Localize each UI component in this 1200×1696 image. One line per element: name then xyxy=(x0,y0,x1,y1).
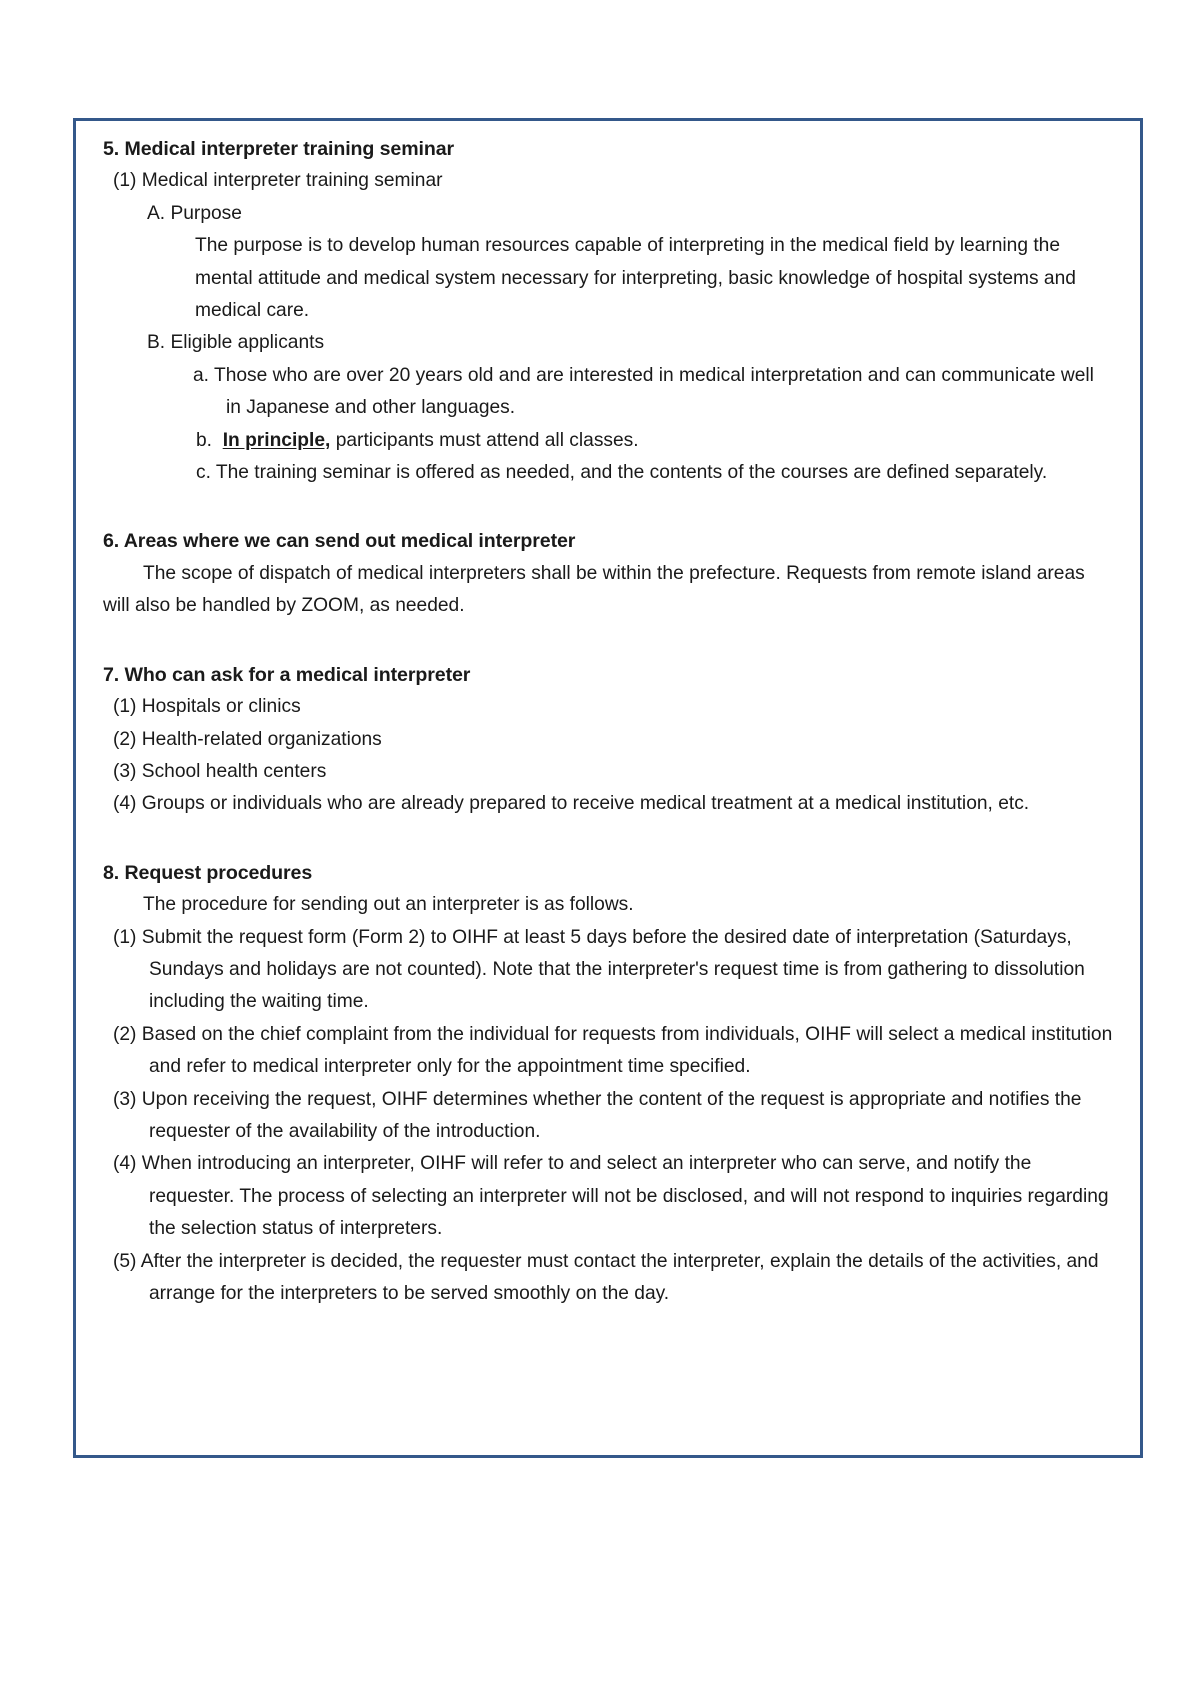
section-8-heading: 8. Request procedures xyxy=(103,861,313,884)
spacer-after-section-6 xyxy=(103,623,1113,659)
section-5-sub-item-b-marker: b. xyxy=(196,429,213,451)
section-7-item-4: (4) Groups or individuals who are already prepared to receive medical treatment at a medical institution, etc. xyxy=(113,793,1030,815)
spacer-after-section-7 xyxy=(103,821,1113,857)
section-5-sub-item-b-rest: participants must attend all classes. xyxy=(335,429,639,451)
section-7-item-3: (3) School health centers xyxy=(113,760,327,782)
section-5-sub-item-c: c. The training seminar is offered as needed, and the contents of the courses are defined separately. xyxy=(196,462,1048,484)
section-8-item-2: (2) Based on the chief complaint from the individual for requests from individuals, OIHF will select a medical institution and refer to medical interpreter only for the appointment time specified. xyxy=(113,1023,1113,1078)
section-5-item-b-eligible: B. Eligible applicants xyxy=(147,332,325,354)
section-5-sub-item-a: a. Those who are over 20 years old and are interested in medical interpretation and can communicate well in Japanese and other languages. xyxy=(193,364,1094,419)
section-8-item-4: (4) When introducing an interpreter, OIHF will refer to and select an interpreter who can serve, and notify the requester. The process of selecting an interpreter will not be disclosed, and will not respond to inquiries regarding the selection status of interpreters. xyxy=(113,1153,1109,1240)
section-5-sub-item-b-emphasis: In principle, xyxy=(222,429,331,451)
section-5-heading: 5. Medical interpreter training seminar xyxy=(103,138,455,160)
document-body xyxy=(103,133,1113,1310)
section-5-purpose-body: The purpose is to develop human resources capable of interpreting in the medical field by learning the mental attitude and medical system necessary for interpreting, basic knowledge of hospital systems and medical care. xyxy=(195,235,1076,322)
section-7-heading: 7. Who can ask for a medical interpreter xyxy=(103,663,471,686)
section-8-item-3: (3) Upon receiving the request, OIHF determines whether the content of the request is appropriate and notifies the requester of the availability of the introduction. xyxy=(113,1088,1082,1142)
section-7-item-1: (1) Hospitals or clinics xyxy=(113,696,301,718)
section-8-item-1: (1) Submit the request form (Form 2) to OIHF at least 5 days before the desired date of interpretation (Saturdays, Sundays and holidays are not counted). Note that the interpreter's request time is from gathering to dissolution including the waiting time. xyxy=(113,926,1085,1013)
section-8-intro: The procedure for sending out an interpreter is as follows. xyxy=(143,894,634,916)
section-5-item-1: (1) Medical interpreter training seminar xyxy=(113,170,443,192)
section-5-sub-item-b xyxy=(103,425,1113,457)
section-8-item-5: (5) After the interpreter is decided, the requester must contact the interpreter, explain the details of the activities, and arrange for the interpreters to be served smoothly on the day. xyxy=(113,1250,1099,1304)
section-6-heading: 6. Areas where we can send out medical interpreter xyxy=(103,530,576,553)
section-5-item-a-purpose: A. Purpose xyxy=(147,202,242,224)
spacer-after-section-5 xyxy=(103,489,1113,525)
section-6-body: The scope of dispatch of medical interpreters shall be within the prefecture. Requests from remote island areas will also be handled by ZOOM, as needed. xyxy=(103,562,1085,617)
document-frame xyxy=(73,118,1143,1458)
section-7-item-2: (2) Health-related organizations xyxy=(113,728,382,750)
